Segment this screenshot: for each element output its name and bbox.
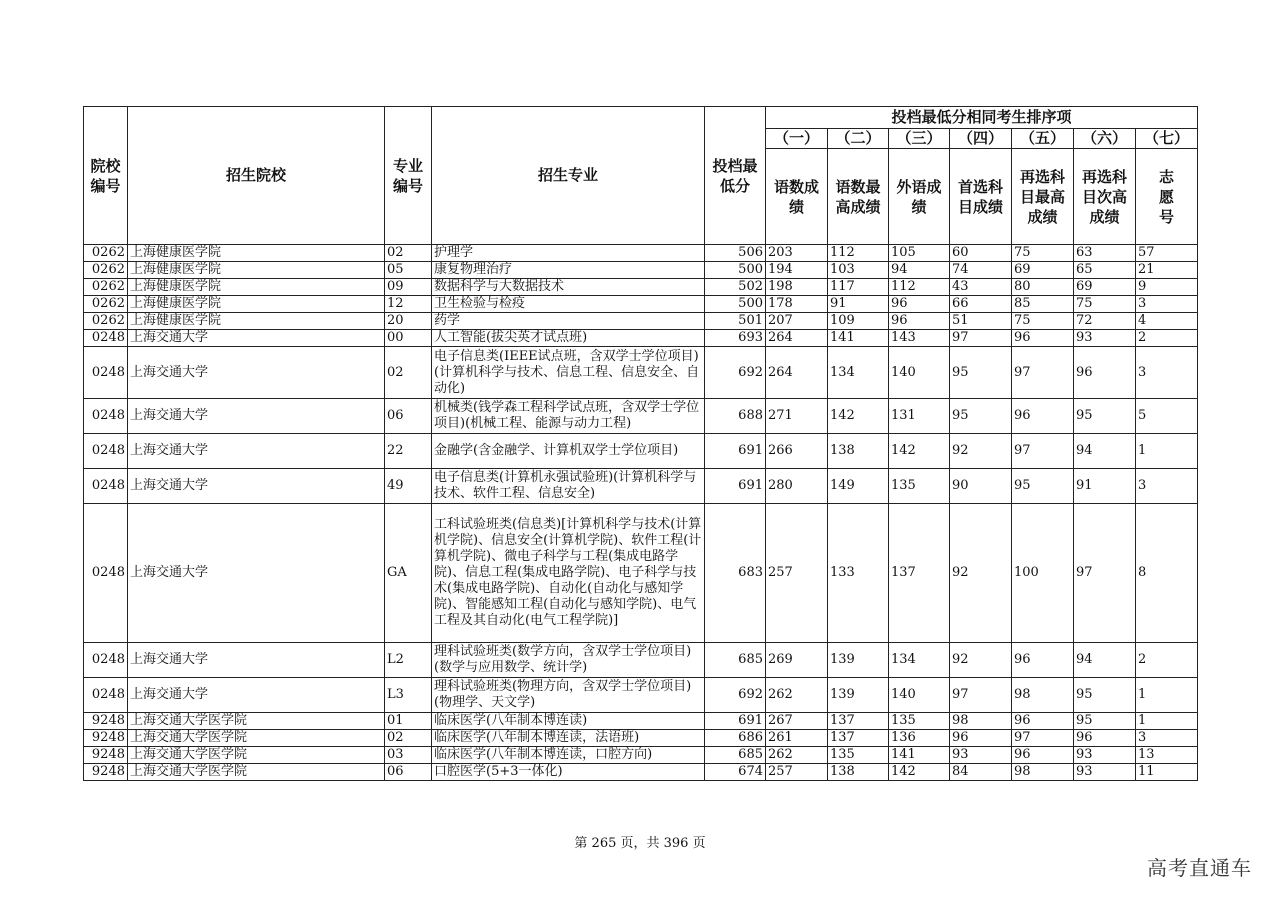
cell-tiebreak-value: 75 — [1012, 313, 1074, 330]
cell-tiebreak-value: 137 — [889, 504, 950, 643]
cell-major-code: 06 — [385, 399, 432, 434]
cell-tiebreak-value: 3 — [1136, 730, 1198, 747]
cell-min-score: 685 — [705, 747, 766, 764]
cell-tiebreak-value: 95 — [950, 399, 1012, 434]
cell-major-name: 工科试验班类(信息类)[计算机科学与技术(计算机学院)、信息安全(计算机学院)、软件工程(计算机学院)、微电子科学与工程(集成电路学院)、信息工程(集成电路学院)、电子科学与技术(集成电路学院)、自动化(自动化与感知学院)、智能感知工程(自动化与感知学院)、电气工程及其自动化(电气工程学院)] — [432, 504, 705, 643]
table-row — [84, 730, 1198, 747]
cell-major-code: 02 — [385, 245, 432, 262]
header-tiebreak-label: 再选科目次高成绩 — [1074, 149, 1136, 245]
cell-major-code: 20 — [385, 313, 432, 330]
table-row — [84, 434, 1198, 469]
cell-tiebreak-value: 57 — [1136, 245, 1198, 262]
cell-school-name: 上海交通大学 — [128, 434, 385, 469]
cell-tiebreak-value: 90 — [950, 469, 1012, 504]
cell-tiebreak-value: 178 — [766, 296, 828, 313]
cell-tiebreak-value: 2 — [1136, 330, 1198, 347]
cell-min-score: 501 — [705, 313, 766, 330]
cell-tiebreak-value: 138 — [828, 764, 889, 781]
cell-tiebreak-value: 97 — [1074, 504, 1136, 643]
header-min-score: 投档最低分 — [705, 107, 766, 245]
cell-major-name: 电子信息类(计算机永强试验班)(计算机科学与技术、软件工程、信息安全) — [432, 469, 705, 504]
header-tiebreak-label: 外语成绩 — [889, 149, 950, 245]
header-tiebreak-num: （二） — [828, 129, 889, 149]
cell-tiebreak-value: 97 — [1012, 347, 1074, 399]
cell-major-code: 02 — [385, 347, 432, 399]
cell-major-code: L3 — [385, 678, 432, 713]
cell-tiebreak-value: 96 — [1012, 643, 1074, 678]
cell-tiebreak-value: 96 — [950, 730, 1012, 747]
cell-tiebreak-value: 135 — [828, 747, 889, 764]
cell-major-code: 49 — [385, 469, 432, 504]
cell-tiebreak-value: 2 — [1136, 643, 1198, 678]
cell-tiebreak-value: 92 — [950, 504, 1012, 643]
admission-score-table — [83, 106, 1198, 781]
cell-min-score: 693 — [705, 330, 766, 347]
cell-school-name: 上海健康医学院 — [128, 296, 385, 313]
header-tiebreak-label: 首选科目成绩 — [950, 149, 1012, 245]
cell-school-code: 9248 — [84, 713, 128, 730]
cell-tiebreak-value: 134 — [889, 643, 950, 678]
cell-min-score: 685 — [705, 643, 766, 678]
table-row — [84, 347, 1198, 399]
cell-school-code: 0248 — [84, 678, 128, 713]
cell-min-score: 674 — [705, 764, 766, 781]
cell-major-name: 护理学 — [432, 245, 705, 262]
cell-min-score: 692 — [705, 347, 766, 399]
header-tiebreak-num: （四） — [950, 129, 1012, 149]
cell-major-code: L2 — [385, 643, 432, 678]
cell-school-name: 上海交通大学 — [128, 347, 385, 399]
cell-tiebreak-value: 95 — [1012, 469, 1074, 504]
cell-min-score: 686 — [705, 730, 766, 747]
cell-tiebreak-value: 96 — [889, 313, 950, 330]
cell-tiebreak-value: 142 — [828, 399, 889, 434]
cell-tiebreak-value: 3 — [1136, 347, 1198, 399]
cell-tiebreak-value: 133 — [828, 504, 889, 643]
cell-tiebreak-value: 95 — [1074, 678, 1136, 713]
cell-major-name: 康复物理治疗 — [432, 262, 705, 279]
header-school-name: 招生院校 — [128, 107, 385, 245]
table-row — [84, 764, 1198, 781]
cell-major-code: 12 — [385, 296, 432, 313]
cell-tiebreak-value: 74 — [950, 262, 1012, 279]
cell-major-name: 卫生检验与检疫 — [432, 296, 705, 313]
cell-tiebreak-value: 94 — [1074, 434, 1136, 469]
cell-tiebreak-value: 60 — [950, 245, 1012, 262]
cell-tiebreak-value: 96 — [889, 296, 950, 313]
cell-tiebreak-value: 139 — [828, 643, 889, 678]
cell-tiebreak-value: 13 — [1136, 747, 1198, 764]
cell-major-code: 05 — [385, 262, 432, 279]
cell-tiebreak-value: 3 — [1136, 296, 1198, 313]
cell-tiebreak-value: 198 — [766, 279, 828, 296]
header-major-name: 招生专业 — [432, 107, 705, 245]
cell-tiebreak-value: 43 — [950, 279, 1012, 296]
cell-tiebreak-value: 262 — [766, 678, 828, 713]
cell-tiebreak-value: 262 — [766, 747, 828, 764]
cell-tiebreak-value: 207 — [766, 313, 828, 330]
table-row — [84, 643, 1198, 678]
cell-school-code: 0248 — [84, 434, 128, 469]
cell-tiebreak-value: 96 — [1012, 747, 1074, 764]
cell-tiebreak-value: 1 — [1136, 713, 1198, 730]
cell-school-name: 上海交通大学 — [128, 504, 385, 643]
cell-tiebreak-value: 96 — [1074, 730, 1136, 747]
header-tiebreak-num: （七） — [1136, 129, 1198, 149]
table-row — [84, 262, 1198, 279]
cell-major-name: 临床医学(八年制本博连读) — [432, 713, 705, 730]
cell-tiebreak-value: 271 — [766, 399, 828, 434]
page-number: 第 265 页，共 396 页 — [574, 836, 706, 851]
table-row — [84, 747, 1198, 764]
header-tiebreak-title: 投档最低分相同考生排序项 — [766, 107, 1198, 129]
cell-min-score: 692 — [705, 678, 766, 713]
cell-school-code: 9248 — [84, 764, 128, 781]
cell-major-name: 临床医学(八年制本博连读，法语班) — [432, 730, 705, 747]
cell-major-name: 机械类(钱学森工程科学试点班，含双学士学位项目)(机械工程、能源与动力工程) — [432, 399, 705, 434]
cell-tiebreak-value: 131 — [889, 399, 950, 434]
cell-school-code: 0248 — [84, 399, 128, 434]
cell-tiebreak-value: 91 — [828, 296, 889, 313]
cell-school-name: 上海交通大学 — [128, 678, 385, 713]
cell-tiebreak-value: 72 — [1074, 313, 1136, 330]
header-tiebreak-label: 再选科目最高成绩 — [1012, 149, 1074, 245]
cell-school-code: 0262 — [84, 296, 128, 313]
header-tiebreak-num: （五） — [1012, 129, 1074, 149]
cell-major-name: 数据科学与大数据技术 — [432, 279, 705, 296]
cell-tiebreak-value: 257 — [766, 764, 828, 781]
cell-tiebreak-value: 135 — [889, 469, 950, 504]
cell-school-code: 0262 — [84, 279, 128, 296]
table-row — [84, 313, 1198, 330]
cell-tiebreak-value: 135 — [889, 713, 950, 730]
cell-tiebreak-value: 134 — [828, 347, 889, 399]
cell-tiebreak-value: 95 — [950, 347, 1012, 399]
cell-school-name: 上海交通大学 — [128, 643, 385, 678]
cell-tiebreak-value: 140 — [889, 678, 950, 713]
header-tiebreak-num: （一） — [766, 129, 828, 149]
cell-tiebreak-value: 194 — [766, 262, 828, 279]
cell-tiebreak-value: 266 — [766, 434, 828, 469]
cell-tiebreak-value: 93 — [1074, 747, 1136, 764]
cell-min-score: 500 — [705, 262, 766, 279]
cell-tiebreak-value: 137 — [828, 713, 889, 730]
cell-tiebreak-value: 109 — [828, 313, 889, 330]
cell-tiebreak-value: 280 — [766, 469, 828, 504]
cell-tiebreak-value: 143 — [889, 330, 950, 347]
header-tiebreak-label: 语数最高成绩 — [828, 149, 889, 245]
header-tiebreak-num: （六） — [1074, 129, 1136, 149]
cell-tiebreak-value: 149 — [828, 469, 889, 504]
cell-min-score: 502 — [705, 279, 766, 296]
cell-tiebreak-value: 142 — [889, 434, 950, 469]
cell-tiebreak-value: 105 — [889, 245, 950, 262]
cell-min-score: 683 — [705, 504, 766, 643]
cell-major-name: 理科试验班类(数学方向，含双学士学位项目)(数学与应用数学、统计学) — [432, 643, 705, 678]
cell-tiebreak-value: 141 — [889, 747, 950, 764]
cell-tiebreak-value: 9 — [1136, 279, 1198, 296]
cell-tiebreak-value: 269 — [766, 643, 828, 678]
cell-major-name: 临床医学(八年制本博连读，口腔方向) — [432, 747, 705, 764]
cell-tiebreak-value: 1 — [1136, 434, 1198, 469]
cell-tiebreak-value: 112 — [889, 279, 950, 296]
cell-tiebreak-value: 97 — [1012, 434, 1074, 469]
cell-major-code: 22 — [385, 434, 432, 469]
table-row — [84, 245, 1198, 262]
table-row — [84, 330, 1198, 347]
cell-tiebreak-value: 66 — [950, 296, 1012, 313]
cell-tiebreak-value: 96 — [1012, 399, 1074, 434]
header-tiebreak-label: 志愿号 — [1136, 149, 1198, 245]
cell-tiebreak-value: 117 — [828, 279, 889, 296]
cell-tiebreak-value: 11 — [1136, 764, 1198, 781]
cell-tiebreak-value: 92 — [950, 434, 1012, 469]
cell-major-name: 口腔医学(5+3一体化) — [432, 764, 705, 781]
cell-min-score: 691 — [705, 713, 766, 730]
cell-school-code: 0248 — [84, 330, 128, 347]
cell-school-name: 上海交通大学医学院 — [128, 747, 385, 764]
cell-tiebreak-value: 84 — [950, 764, 1012, 781]
cell-min-score: 500 — [705, 296, 766, 313]
cell-tiebreak-value: 267 — [766, 713, 828, 730]
cell-school-code: 0248 — [84, 504, 128, 643]
cell-tiebreak-value: 261 — [766, 730, 828, 747]
cell-tiebreak-value: 85 — [1012, 296, 1074, 313]
cell-min-score: 688 — [705, 399, 766, 434]
cell-major-code: GA — [385, 504, 432, 643]
cell-major-name: 药学 — [432, 313, 705, 330]
cell-school-name: 上海交通大学 — [128, 469, 385, 504]
table-row — [84, 469, 1198, 504]
cell-tiebreak-value: 95 — [1074, 399, 1136, 434]
cell-tiebreak-value: 138 — [828, 434, 889, 469]
cell-school-code: 0248 — [84, 643, 128, 678]
cell-tiebreak-value: 98 — [1012, 678, 1074, 713]
cell-tiebreak-value: 98 — [950, 713, 1012, 730]
cell-tiebreak-value: 97 — [950, 678, 1012, 713]
cell-tiebreak-value: 100 — [1012, 504, 1074, 643]
table-row — [84, 399, 1198, 434]
cell-tiebreak-value: 140 — [889, 347, 950, 399]
cell-school-name: 上海交通大学 — [128, 399, 385, 434]
cell-tiebreak-value: 5 — [1136, 399, 1198, 434]
cell-tiebreak-value: 257 — [766, 504, 828, 643]
cell-school-name: 上海健康医学院 — [128, 279, 385, 296]
cell-major-code: 00 — [385, 330, 432, 347]
cell-tiebreak-value: 93 — [1074, 330, 1136, 347]
cell-tiebreak-value: 75 — [1012, 245, 1074, 262]
cell-major-code: 03 — [385, 747, 432, 764]
cell-tiebreak-value: 4 — [1136, 313, 1198, 330]
cell-tiebreak-value: 136 — [889, 730, 950, 747]
header-school-code: 院校编号 — [84, 107, 128, 245]
cell-tiebreak-value: 51 — [950, 313, 1012, 330]
table-row — [84, 713, 1198, 730]
cell-tiebreak-value: 95 — [1074, 713, 1136, 730]
cell-school-name: 上海交通大学医学院 — [128, 730, 385, 747]
cell-tiebreak-value: 92 — [950, 643, 1012, 678]
cell-tiebreak-value: 75 — [1074, 296, 1136, 313]
cell-tiebreak-value: 97 — [950, 330, 1012, 347]
cell-school-code: 0248 — [84, 347, 128, 399]
cell-tiebreak-value: 98 — [1012, 764, 1074, 781]
cell-school-code: 0262 — [84, 262, 128, 279]
cell-school-code: 9248 — [84, 730, 128, 747]
cell-tiebreak-value: 94 — [889, 262, 950, 279]
cell-tiebreak-value: 96 — [1074, 347, 1136, 399]
cell-tiebreak-value: 112 — [828, 245, 889, 262]
cell-tiebreak-value: 69 — [1074, 279, 1136, 296]
cell-tiebreak-value: 141 — [828, 330, 889, 347]
cell-major-name: 金融学(含金融学、计算机双学士学位项目) — [432, 434, 705, 469]
cell-tiebreak-value: 63 — [1074, 245, 1136, 262]
cell-major-name: 电子信息类(IEEE试点班，含双学士学位项目)(计算机科学与技术、信息工程、信息安全、自动化) — [432, 347, 705, 399]
cell-major-code: 02 — [385, 730, 432, 747]
cell-tiebreak-value: 264 — [766, 347, 828, 399]
cell-school-name: 上海健康医学院 — [128, 245, 385, 262]
cell-min-score: 506 — [705, 245, 766, 262]
table-body — [84, 245, 1198, 781]
cell-major-code: 09 — [385, 279, 432, 296]
cell-school-name: 上海交通大学 — [128, 330, 385, 347]
cell-tiebreak-value: 96 — [1012, 713, 1074, 730]
cell-school-code: 0248 — [84, 469, 128, 504]
cell-min-score: 691 — [705, 469, 766, 504]
cell-school-code: 0262 — [84, 245, 128, 262]
cell-tiebreak-value: 93 — [950, 747, 1012, 764]
table-row — [84, 504, 1198, 643]
cell-tiebreak-value: 3 — [1136, 469, 1198, 504]
cell-tiebreak-value: 21 — [1136, 262, 1198, 279]
cell-tiebreak-value: 103 — [828, 262, 889, 279]
cell-school-name: 上海交通大学医学院 — [128, 713, 385, 730]
cell-tiebreak-value: 264 — [766, 330, 828, 347]
cell-tiebreak-value: 1 — [1136, 678, 1198, 713]
header-major-code: 专业编号 — [385, 107, 432, 245]
cell-tiebreak-value: 94 — [1074, 643, 1136, 678]
header-tiebreak-num: （三） — [889, 129, 950, 149]
cell-school-code: 9248 — [84, 747, 128, 764]
table-row — [84, 296, 1198, 313]
cell-tiebreak-value: 203 — [766, 245, 828, 262]
cell-tiebreak-value: 97 — [1012, 730, 1074, 747]
cell-tiebreak-value: 142 — [889, 764, 950, 781]
cell-tiebreak-value: 69 — [1012, 262, 1074, 279]
cell-tiebreak-value: 91 — [1074, 469, 1136, 504]
cell-tiebreak-value: 96 — [1012, 330, 1074, 347]
cell-school-name: 上海健康医学院 — [128, 313, 385, 330]
table-header — [84, 107, 1198, 245]
cell-tiebreak-value: 93 — [1074, 764, 1136, 781]
table-row — [84, 678, 1198, 713]
cell-major-code: 06 — [385, 764, 432, 781]
cell-tiebreak-value: 137 — [828, 730, 889, 747]
cell-major-name: 理科试验班类(物理方向，含双学士学位项目)(物理学、天文学) — [432, 678, 705, 713]
cell-tiebreak-value: 8 — [1136, 504, 1198, 643]
table-row — [84, 279, 1198, 296]
cell-school-name: 上海健康医学院 — [128, 262, 385, 279]
cell-tiebreak-value: 65 — [1074, 262, 1136, 279]
cell-major-name: 人工智能(拔尖英才试点班) — [432, 330, 705, 347]
header-tiebreak-label: 语数成绩 — [766, 149, 828, 245]
cell-school-name: 上海交通大学医学院 — [128, 764, 385, 781]
cell-major-code: 01 — [385, 713, 432, 730]
cell-tiebreak-value: 80 — [1012, 279, 1074, 296]
cell-tiebreak-value: 139 — [828, 678, 889, 713]
cell-school-code: 0262 — [84, 313, 128, 330]
watermark-text: 高考直通车 — [1147, 856, 1252, 880]
cell-min-score: 691 — [705, 434, 766, 469]
